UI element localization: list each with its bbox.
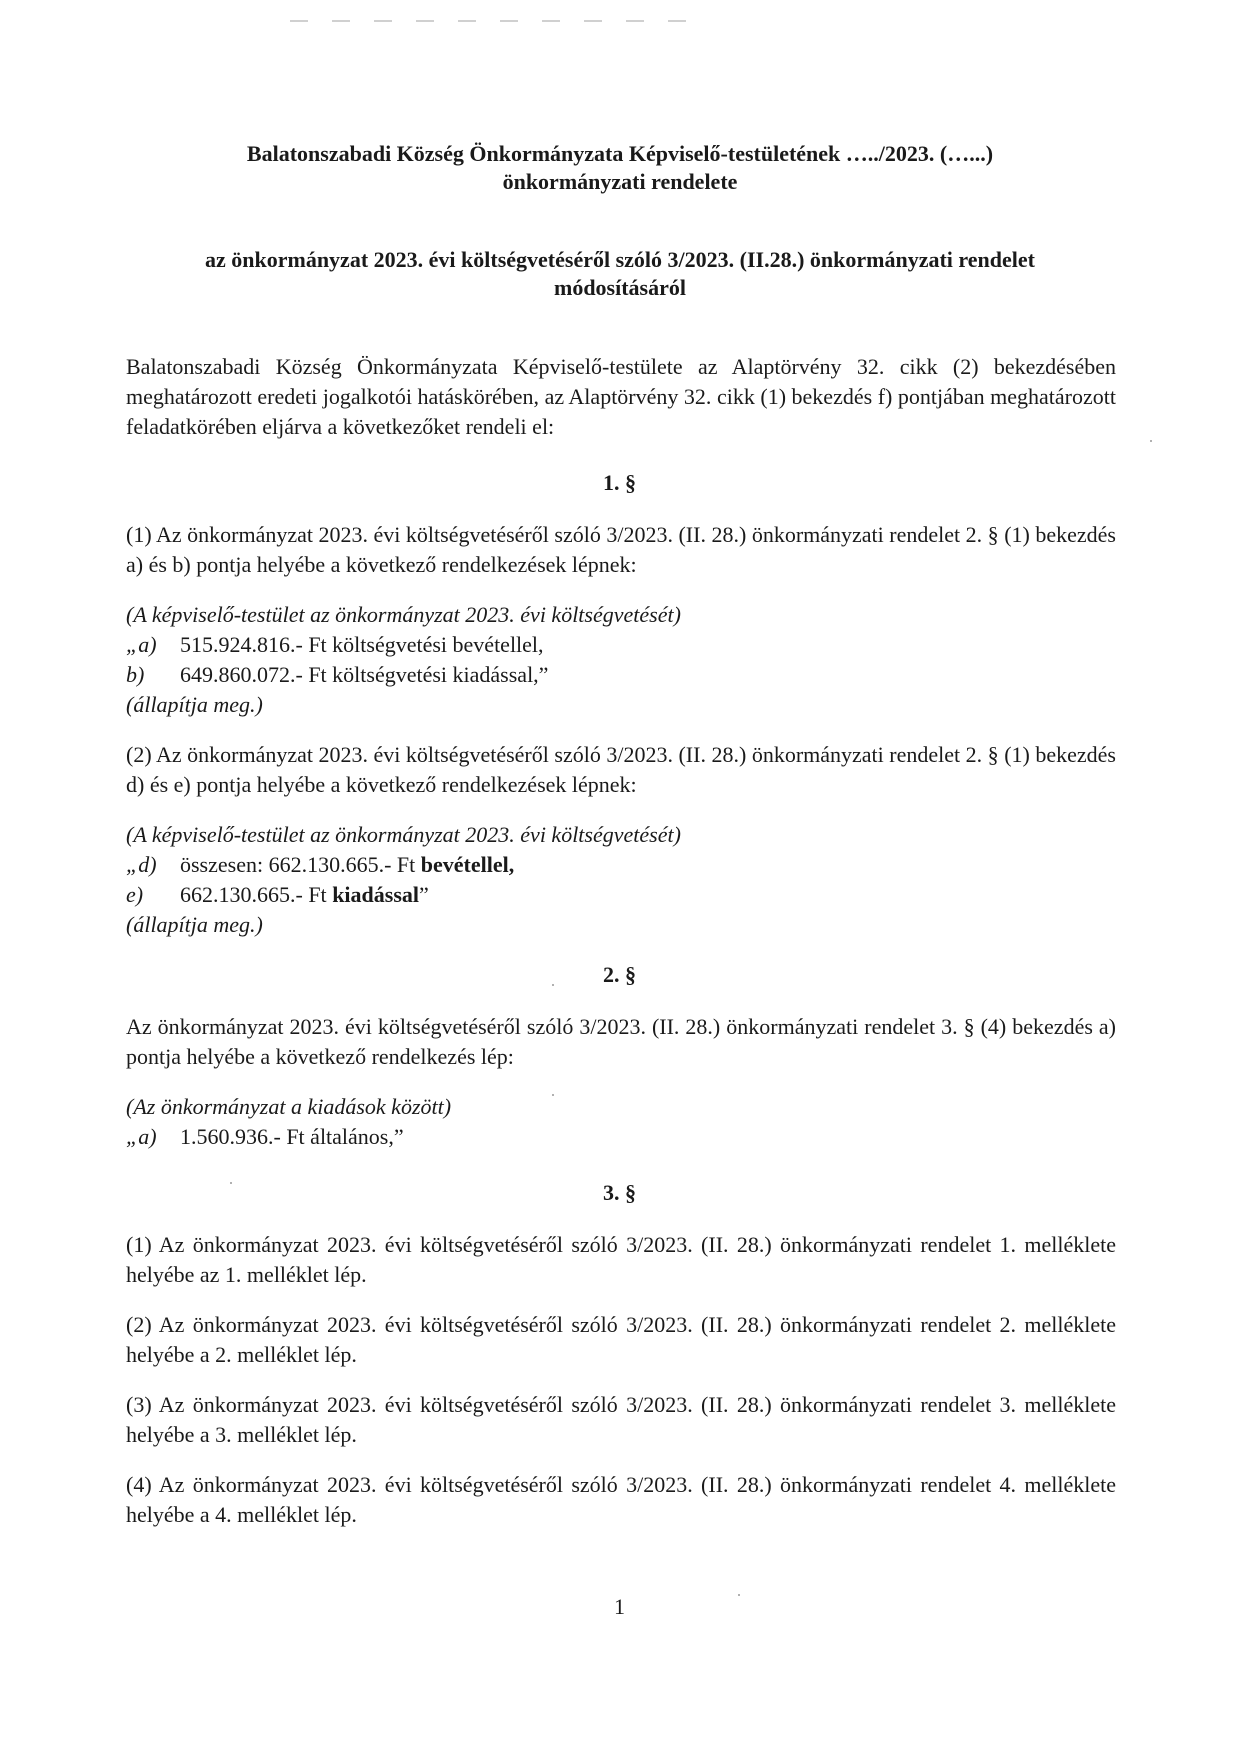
- document-title: [120, 140, 1120, 196]
- section-1-paragraph-2: (2) Az önkormányzat 2023. évi költségvetéséről szóló 3/2023. (II. 28.) önkormányzati rendelet 2. § (1) bekezdés d) és e) pontja helyébe a következő rendelkezések lépnek:: [126, 742, 1116, 797]
- section-2-heading: 2. §: [603, 962, 636, 987]
- title-line-1: Balatonszabadi Község Önkormányzata Képviselő-testületének …../2023. (…...): [246, 141, 994, 166]
- item-label: b): [126, 662, 145, 687]
- section-2-intro: (Az önkormányzat a kiadások között): [126, 1094, 452, 1119]
- block-1-outro: (állapítja meg.): [126, 692, 263, 717]
- item-label: „a): [126, 632, 157, 657]
- section-1-paragraph-1: (1) Az önkormányzat 2023. évi költségvetéséről szóló 3/2023. (II. 28.) önkormányzati rendelet 2. § (1) bekezdés a) és b) pontja helyébe a következő rendelkezések lépnek:: [126, 522, 1116, 577]
- item-label: „a): [126, 1124, 157, 1149]
- section-3-paragraph-4: (4) Az önkormányzat 2023. évi költségvetéséről szóló 3/2023. (II. 28.) önkormányzati rendelet 4. melléklete helyébe a 4. melléklet lép.: [126, 1472, 1116, 1527]
- scan-speck: [552, 1094, 554, 1096]
- subtitle-line-1: az önkormányzat 2023. évi költségvetéséről szóló 3/2023. (II.28.) önkormányzati rendelet: [205, 247, 1035, 272]
- scan-speck: [1150, 440, 1152, 442]
- section-3-paragraph-2: (2) Az önkormányzat 2023. évi költségvetéséről szóló 3/2023. (II. 28.) önkormányzati rendelet 2. melléklete helyébe a 2. melléklet lép.: [126, 1312, 1116, 1367]
- block-2-item-e: [126, 880, 429, 910]
- section-3-paragraph-3: (3) Az önkormányzat 2023. évi költségvetéséről szóló 3/2023. (II. 28.) önkormányzati rendelet 3. melléklete helyébe a 3. melléklet lép.: [126, 1392, 1116, 1447]
- item-text: 649.860.072.- Ft költségvetési kiadással,”: [180, 662, 549, 687]
- item-label: „d): [126, 852, 157, 877]
- item-bold-text: bevétellel,: [420, 852, 515, 877]
- scan-speck: [738, 1594, 740, 1596]
- section-1-heading: 1. §: [603, 470, 636, 495]
- item-label: e): [126, 882, 144, 907]
- section-3-heading: 3. §: [603, 1180, 636, 1205]
- preamble: Balatonszabadi Község Önkormányzata Képviselő-testülete az Alaptörvény 32. cikk (2) bekezdésében meghatározott eredeti jogalkotói hatáskörében, az Alaptörvény 32. cikk (1) bekezdés f) pontjában meghatározott feladatkörében eljárva a következőket rendeli el:: [126, 354, 1116, 439]
- item-text: 662.130.665.- Ft: [180, 882, 327, 907]
- section-3-paragraph-1: (1) Az önkormányzat 2023. évi költségvetéséről szóló 3/2023. (II. 28.) önkormányzati rendelet 1. melléklete helyébe az 1. melléklet lép.: [126, 1232, 1116, 1287]
- block-1-intro: (A képviselő-testület az önkormányzat 2023. évi költségvetését): [126, 602, 681, 627]
- section-2-item-a: [126, 1122, 404, 1152]
- scan-speck: [230, 1182, 232, 1184]
- title-line-2: önkormányzati rendelete: [502, 169, 738, 194]
- block-2-item-d: [126, 850, 514, 880]
- subtitle-line-2: módosításáról: [554, 275, 686, 300]
- section-2-paragraph-1: Az önkormányzat 2023. évi költségvetéséről szóló 3/2023. (II. 28.) önkormányzati rendelet 3. § (4) bekezdés a) pontja helyébe a következő rendelkezés lép:: [126, 1014, 1116, 1069]
- item-text: összesen: 662.130.665.- Ft: [180, 852, 416, 877]
- item-text: 515.924.816.- Ft költségvetési bevétellel,: [180, 632, 544, 657]
- block-2-outro: (állapítja meg.): [126, 912, 263, 937]
- block-2-intro: (A képviselő-testület az önkormányzat 2023. évi költségvetését): [126, 822, 681, 847]
- item-end-quote: ”: [419, 882, 429, 907]
- item-text: 1.560.936.- Ft általános,”: [180, 1124, 404, 1149]
- document-subtitle: [120, 246, 1120, 302]
- item-bold-text: kiadással: [332, 882, 420, 907]
- scan-speck: [552, 984, 554, 986]
- block-1-item-b: [126, 660, 548, 690]
- page-number: 1: [614, 1594, 625, 1619]
- block-1-item-a: [126, 630, 544, 660]
- scan-artifact: [290, 0, 790, 4]
